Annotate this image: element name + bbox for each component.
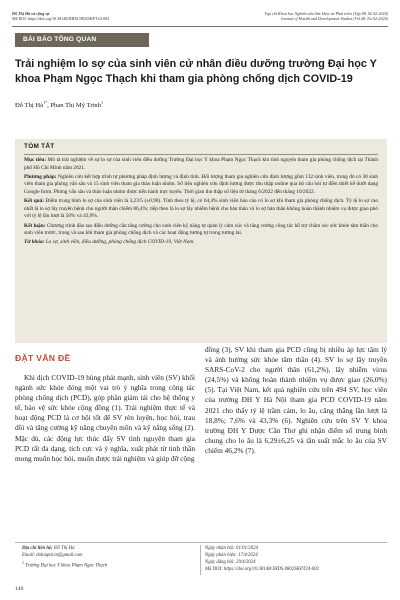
abstract-heading: TÓM TẮT bbox=[24, 143, 378, 155]
abstract-objective bbox=[24, 157, 378, 172]
footer-doi: Mã DOI: https://doi.org/10.38148/JHDS.0802SKPT24-002 bbox=[205, 567, 320, 572]
objective-label: Mục tiêu: bbox=[24, 157, 47, 164]
contact-affiliation: $^1$ Trường Đại học Y khoa Phạm Ngọc Thạch bbox=[22, 560, 108, 569]
contact-label: Địa chỉ liên hệ: bbox=[22, 546, 53, 551]
header-authors: Đỗ Thị Hà và cộng sự bbox=[12, 11, 50, 16]
running-header bbox=[12, 11, 388, 27]
abstract-conclusion bbox=[24, 223, 378, 238]
section-tag: BÀI BÁO TỔNG QUAN bbox=[15, 33, 149, 47]
date-received: Ngày nhận bài: 01/01/2024 bbox=[205, 546, 258, 551]
footer-vertical-divider bbox=[200, 545, 201, 575]
intro-paragraph-right: đồng (3), SV khi tham gia PCD cũng bị nhiều áp lực tâm lý và ảnh hưởng sức khỏe tâm thần (4). SV lo sợ lây truyền SARS-CoV-2 cho người thân (61,2%), lây nhiễm virus (24,5%) và không hoàn thành nhiệm vụ được giao (26,0%) (5). Tại Việt Nam, kết quả nghiên cứu trên 494 SV, học viên của trường ĐH Y Hà Nội tham gia PCD COVID-19 năm 2021 cho thấy tỷ lệ trầm cảm, lo âu, căng thẳng lần lượt là 18,8%; 7,6% và 43,3% (6). Nghiên cứu trên SV Y khoa trường ĐH Y Dược Cần Thơ ghi nhận điểm số trung bình chung cho lo âu là 6,29±6,25 và tần suất mắc lo âu của SV chiếm 46,2% (7). bbox=[205, 345, 387, 455]
intro-heading: ĐẶT VẤN ĐỀ bbox=[15, 353, 71, 363]
running-header-right bbox=[264, 11, 388, 22]
conclusion-text: Chương trình đào tạo điều dưỡng cần tăng cường cho sinh viên kỹ năng tự quản lý cảm xúc và tăng cường công tác hỗ trợ chăm sóc sức khỏe tâm thần cho sinh viên trước, trong và sau khi tham gia phòng chống dịch và các hoạt động tương tự trong tương lai. bbox=[24, 222, 378, 236]
keywords-label: Từ khóa: bbox=[24, 239, 45, 246]
author-1: Đỗ Thị Hà bbox=[15, 102, 44, 110]
intro-paragraph-left: Khi dịch COVID-19 bùng phát mạnh, sinh viên (SV) khối ngành sức khỏe đóng một vai trò ý nghĩa trong công tác phòng chống dịch (PCD), góp phần giảm tải cho hệ thống y tế, bảo vệ sức khỏe cộng đồng (1). Trải nghiệm thực tế và hoạt động PCD là cơ hội tốt để SV rèn luyện, học hỏi, trau dồi và tăng cường kỹ năng chuyên môn và kỹ năng sống (2). Mặc dù, các động lực thúc đẩy SV tình nguyện tham gia PCD rất đa dạng, tích cực và ý nghĩa, xuất phát từ tinh thần mong muốn học hỏi, muốn được trải nghiệm và giúp đỡ cộng bbox=[15, 373, 195, 463]
methods-label: Phương pháp: bbox=[24, 174, 57, 181]
objective-text: Mô tả trải nghiệm về sự lo sợ của sinh viên điều dưỡng Trường Đại học Y khoa Phạm Ngọc Thạch khi tình nguyện tham gia phòng chống dịch tại Thành phố Hồ Chí Minh năm 2021. bbox=[24, 157, 379, 171]
author-list bbox=[15, 100, 103, 109]
article-title: Trải nghiệm lo sợ của sinh viên cử nhân điều dưỡng trường Đại học Y khoa Phạm Ngọc Thạch khi tham gia phòng chống dịch COVID-19 bbox=[15, 58, 377, 85]
methods-text: Nghiên cứu kết hợp trình tự phương pháp định lượng và định tính. Đối tượng tham gia nghiên cứu định lượng gồm 132 sinh viên, trong đó có 30 sinh viên tham gia phỏng vấn sâu và 15 sinh viên tham gia thảo luận nhóm. Số liệu nghiên cứu định lượng được thu thập online qua bộ câu hỏi tự điền thiết kế dưới dạng Google form. Phỏng vấn sâu và thảo luận nhóm được tiến hành trực tuyến. Thời gian thu thập số liệu từ tháng 6/2022 đến tháng 10/2022. bbox=[24, 174, 379, 195]
date-published: Ngày đăng bài: 29/4/2024 bbox=[205, 560, 256, 565]
contact-name: Đỗ Thị Hà bbox=[52, 546, 75, 551]
page-number: 140 bbox=[15, 586, 24, 592]
results-text: Điểm trung bình lo sợ của sinh viên là 3,23/5 (±0,96). Tính theo tỷ lệ, có 64,4% sinh viên báo cáo có lo sợ khi tham gia phòng chống dịch. Tỷ lệ lo sợ cao nhất là lo sợ lây truyền bệnh cho người thân chiếm 86,4%; tiếp theo là lo sợ lây nhiễm bệnh cho bản thân và lo sợ bản thân không hoàn thành nhiệm vụ được giao phó với tỷ lệ lần lượt là 50% và 43,9%. bbox=[24, 198, 378, 219]
header-divider bbox=[12, 26, 388, 27]
date-revised: Ngày phản biện: 17/4/2024 bbox=[205, 553, 258, 558]
footer-dates bbox=[205, 545, 319, 573]
author-1-affil: 1* bbox=[43, 100, 48, 105]
contact-line bbox=[22, 545, 107, 552]
running-header-left bbox=[12, 11, 109, 22]
abstract-results bbox=[24, 198, 378, 220]
contact-email: Email: dohaqmi.nt@gmail.com bbox=[22, 553, 83, 558]
abstract-box bbox=[15, 139, 387, 343]
body-column-right bbox=[205, 345, 387, 456]
body-column-left bbox=[15, 373, 195, 464]
results-label: Kết quả: bbox=[24, 198, 45, 205]
footer-divider bbox=[15, 542, 387, 543]
author-separator: , bbox=[47, 102, 51, 110]
keywords-text: Lo sợ, sinh viên, điều dưỡng, phòng chống dịch COVID-19, Việt Nam. bbox=[44, 239, 195, 246]
conclusion-label: Kết luận: bbox=[24, 222, 46, 229]
abstract-keywords bbox=[24, 239, 378, 246]
header-doi: Mã DOI: https://doi.org/10.38148/JHDS.0802SKPT24-002 bbox=[12, 16, 110, 22]
author-2-affil: 1 bbox=[101, 100, 104, 105]
author-2: Phan Thị Mỹ Trinh bbox=[50, 102, 102, 110]
abstract-methods bbox=[24, 174, 378, 196]
footer-contact bbox=[22, 545, 107, 570]
header-journal-vn: Tạp chí Khoa học Nghiên cứu Sức khỏe và Phát triển (Tập 08, Số 02-2024) bbox=[264, 11, 388, 16]
header-journal-en: Journal of Health and Development Studies (Vol.08, No.02-2024) bbox=[280, 16, 388, 22]
